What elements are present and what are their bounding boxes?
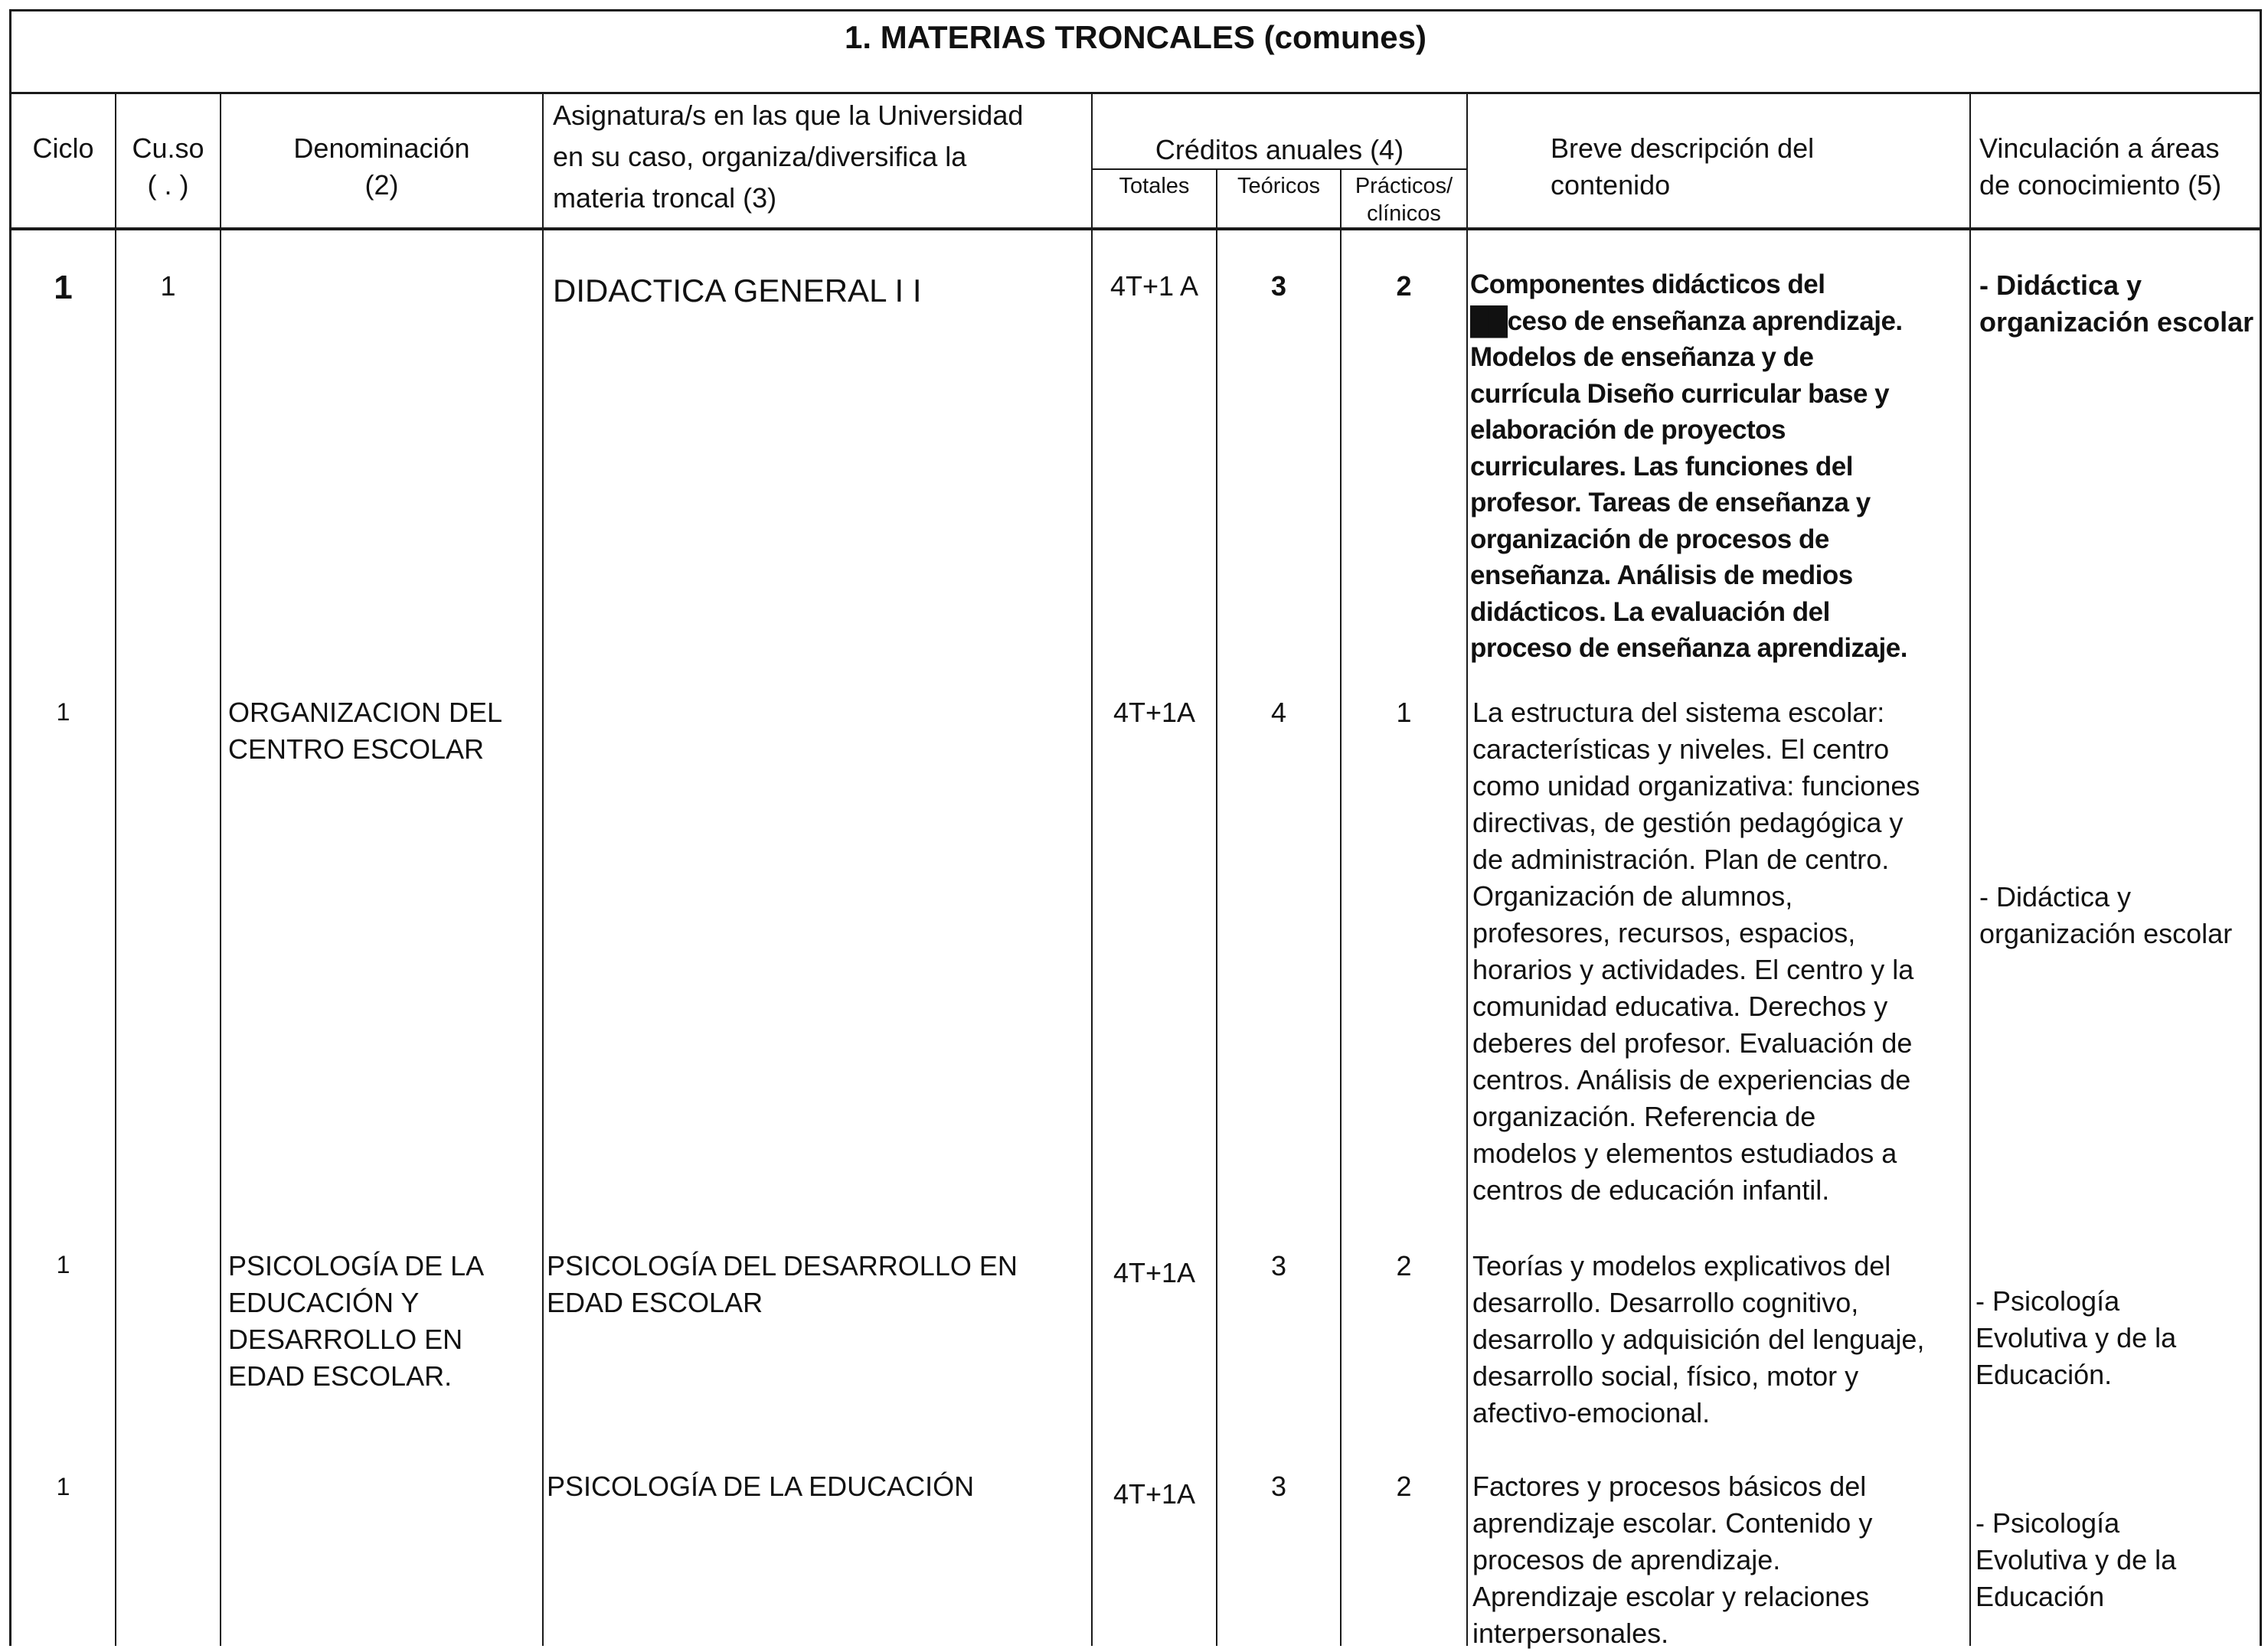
table-top-border: [9, 9, 2262, 11]
row3-asignatura: PSICOLOGÍA DEL DESARROLLO EN EDAD ESCOLAR: [547, 1250, 1018, 1318]
row3-vinculacion: - Psicología Evolutiva y de la Educación.: [1976, 1285, 2177, 1390]
col-totales-divider: [1216, 170, 1217, 1646]
row3-teoricos: 3: [1270, 1250, 1287, 1281]
row3-totales: 4T+1A: [1113, 1257, 1196, 1288]
row3-descripcion: Teorías y modelos explicativos del desarrollo. Desarrollo cognitivo, desarrollo y adquisición del lenguaje, desarrollo social, físico, motor y afectivo-emocional.: [1472, 1250, 1925, 1428]
row2-ciclo: 1: [56, 698, 70, 726]
row1-descripcion: Componentes didácticos del ██ceso de enseñanza aprendizaje. Modelos de enseñanza y de currícula Diseño curricular base y elaboración de proyectos curriculares. Las funciones del profesor. Tareas de enseñanza y organización de procesos de enseñanza. Análisis de medios didácticos. La evaluación del proceso de enseñanza aprendizaje.: [1470, 269, 1907, 663]
header-row-bottom-border: [9, 227, 2262, 230]
row1-vinculacion: - Didáctica y organización escolar: [1979, 269, 2254, 338]
row2-practicos: 1: [1396, 697, 1412, 728]
row2-denominacion: ORGANIZACION DEL CENTRO ESCOLAR: [228, 697, 503, 765]
row3-practicos: 2: [1396, 1250, 1412, 1281]
col-teoricos-divider: [1340, 170, 1342, 1646]
header-ciclo: Ciclo: [32, 132, 94, 164]
row1-teoricos: 3: [1270, 270, 1287, 302]
header-denominacion: Denominación (2): [293, 132, 470, 201]
row1-totales: 4T+1 A: [1109, 270, 1199, 302]
header-totales: Totales: [1119, 174, 1190, 198]
header-practicos: Prácticos/ clínicos: [1355, 174, 1453, 226]
row2-descripcion: La estructura del sistema escolar: características y niveles. El centro como unidad organizativa: funciones directivas, de gestión pedagógica y de administración. Plan de centro. Organización de alumnos, profesores, recursos, espacios, horarios y actividades. El centro y la comunidad educativa. Derechos y deberes del profesor. Evaluación de centros. Análisis de experiencias de organización. Referencia de modelos y elementos estudiados a centros de educación infantil.: [1472, 697, 1920, 1206]
table-title: 1. MATERIAS TRONCALES (comunes): [845, 19, 1426, 55]
row4-teoricos: 3: [1270, 1471, 1287, 1502]
row4-practicos: 2: [1396, 1471, 1412, 1502]
table-right-border: [2260, 9, 2262, 1646]
row1-curso: 1: [160, 270, 176, 302]
row4-descripcion: Factores y procesos básicos del aprendizaje escolar. Contenido y procesos de aprendizaje. Aprendizaje escolar y relaciones interpersonales.: [1472, 1471, 1873, 1649]
header-descripcion: Breve descripción del contenido: [1551, 132, 1815, 201]
row4-ciclo: 1: [56, 1473, 70, 1500]
row1-practicos: 2: [1396, 270, 1412, 302]
creditos-header-divider: [1091, 168, 1466, 170]
row3-denominacion: PSICOLOGÍA DE LA EDUCACIÓN Y DESARROLLO EN EDAD ESCOLAR.: [228, 1250, 485, 1392]
header-asignatura: Asignatura/s en las que la Universidad en su caso, organiza/diversifica la materia troncal (3): [553, 100, 1024, 214]
row2-vinculacion: - Didáctica y organización escolar: [1979, 881, 2233, 949]
row2-teoricos: 4: [1270, 697, 1287, 728]
header-creditos-anuales: Créditos anuales (4): [1155, 134, 1404, 165]
col-ciclo-divider: [115, 93, 116, 1646]
header-curso: Cu.so ( . ): [132, 132, 204, 201]
col-curso-divider: [220, 93, 221, 1646]
header-teoricos: Teóricos: [1237, 174, 1320, 198]
col-denominacion-divider: [542, 93, 544, 1646]
row4-asignatura: PSICOLOGÍA DE LA EDUCACIÓN: [547, 1471, 975, 1502]
row3-ciclo: 1: [56, 1251, 70, 1278]
row4-totales: 4T+1A: [1113, 1478, 1196, 1510]
row2-totales: 4T+1A: [1113, 697, 1196, 728]
row1-ciclo: 1: [54, 269, 73, 306]
table-left-border: [9, 9, 11, 1646]
row4-vinculacion: - Psicología Evolutiva y de la Educación: [1976, 1507, 2177, 1612]
row1-asignatura: DIDACTICA GENERAL I I: [553, 273, 922, 309]
title-row-bottom-border: [9, 92, 2262, 94]
col-descripcion-divider: [1969, 93, 1971, 1646]
col-practicos-divider: [1466, 93, 1468, 1646]
col-asignatura-divider: [1091, 93, 1093, 1646]
header-vinculacion: Vinculación a áreas de conocimiento (5): [1979, 132, 2222, 201]
